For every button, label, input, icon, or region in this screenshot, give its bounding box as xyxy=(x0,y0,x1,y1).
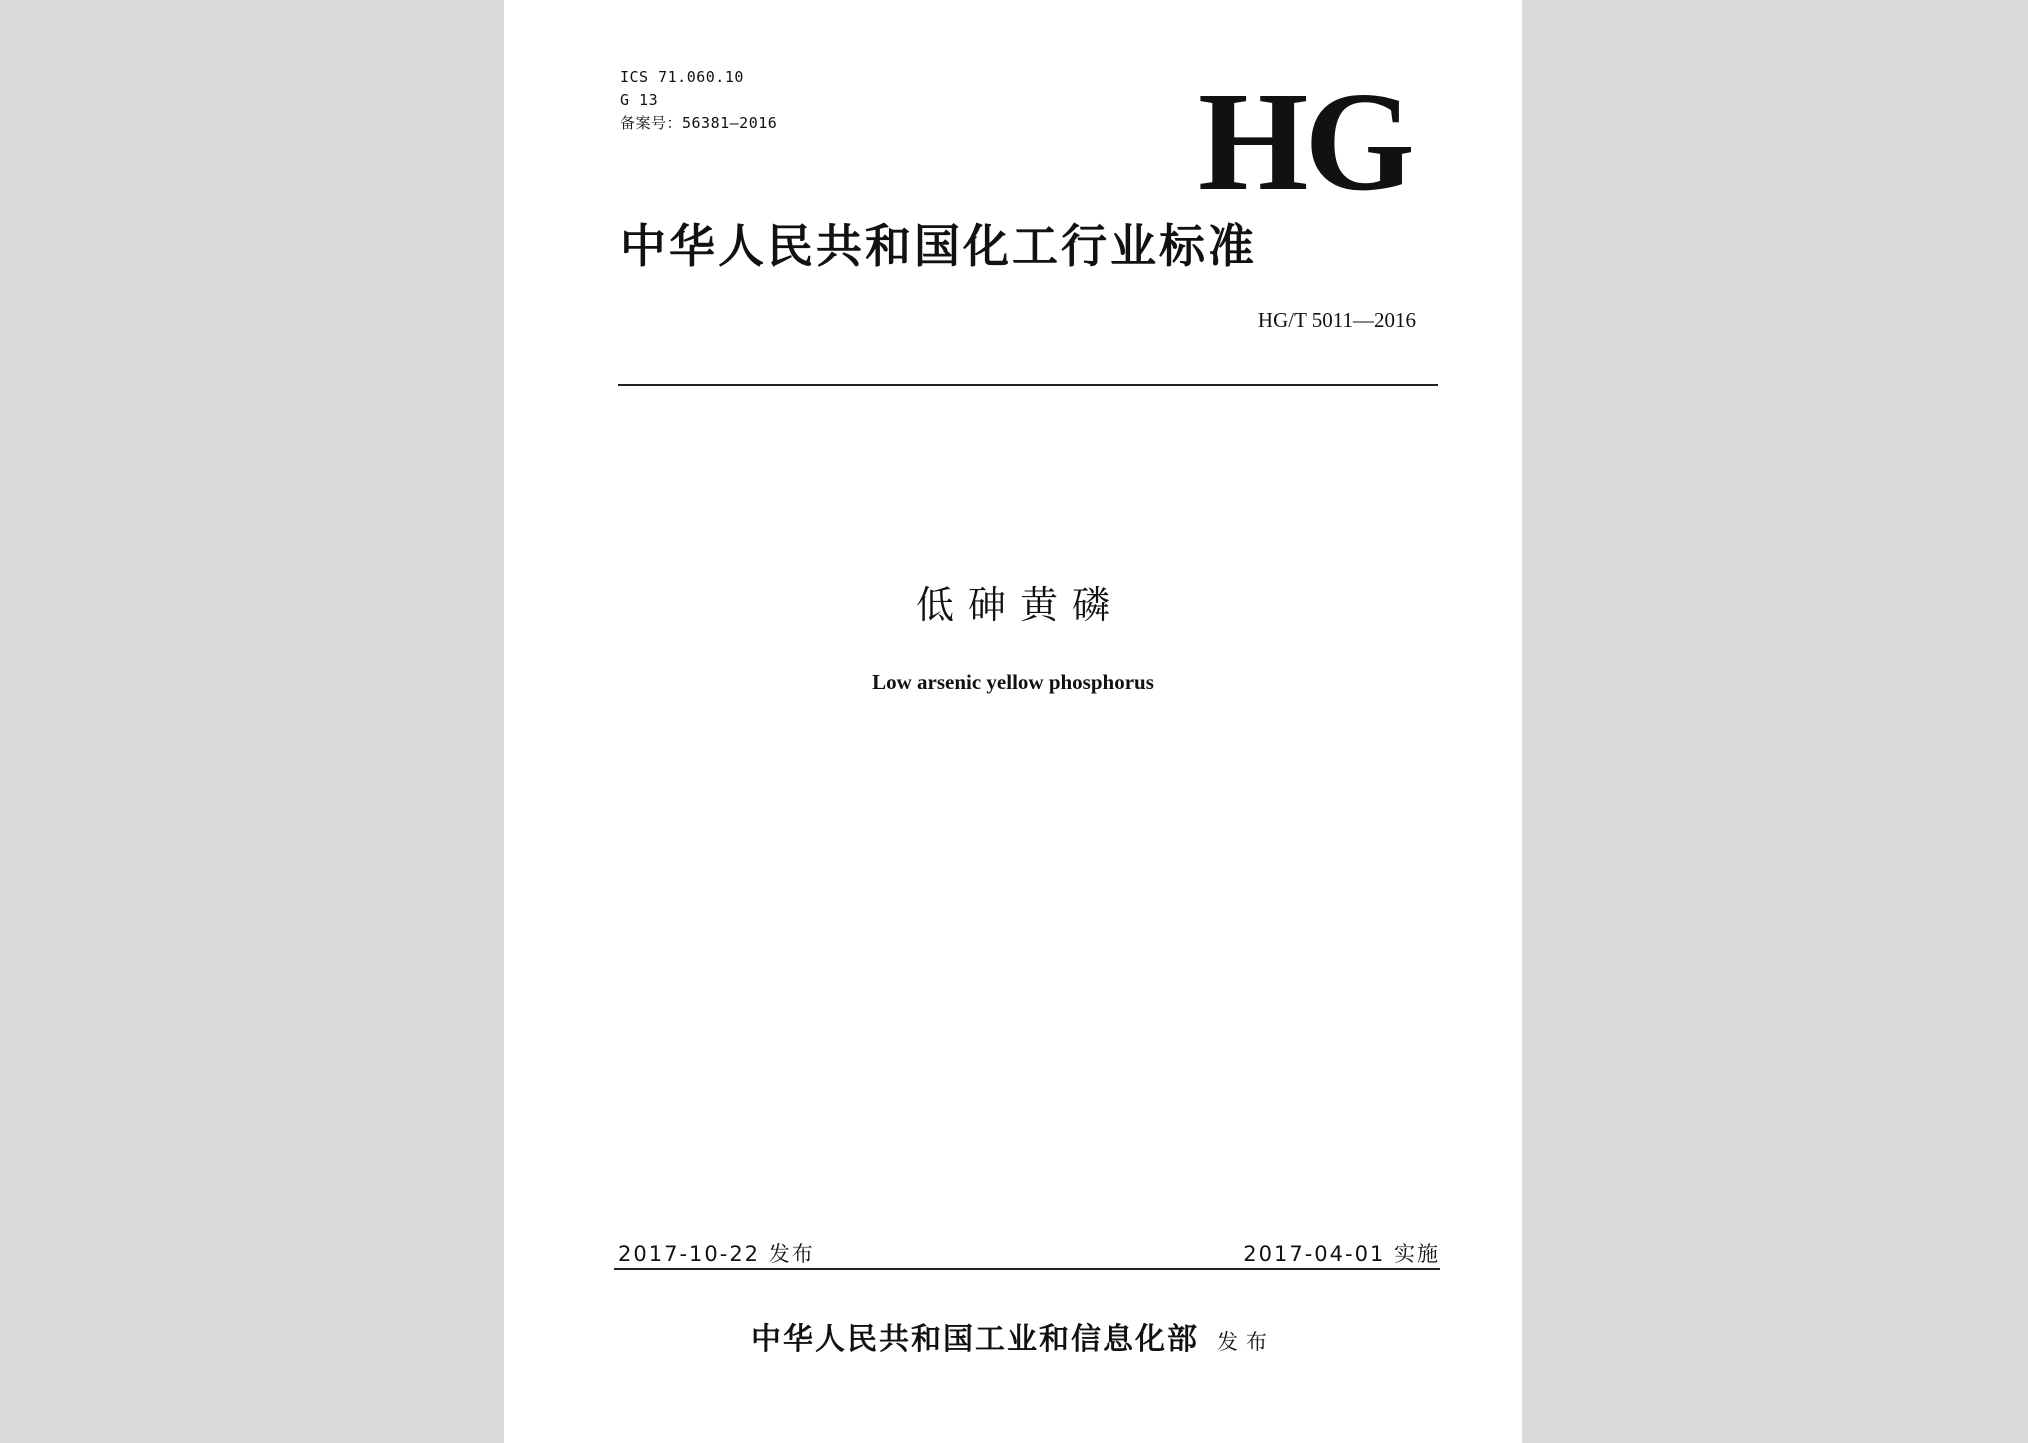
standard-category-title: 中华人民共和国化工行业标准 xyxy=(620,219,1257,273)
document-page xyxy=(504,0,1522,1443)
publisher-line xyxy=(504,1314,1522,1358)
classification-block xyxy=(620,66,777,135)
implementation-date: 2017-04-01 实施 xyxy=(1243,1242,1440,1266)
release-date: 2017-10-22 发布 xyxy=(618,1242,815,1266)
publisher-name: 中华人民共和国工业和信息化部 xyxy=(751,1322,1199,1357)
ics-code: ICS 71.060.10 xyxy=(620,68,744,86)
footer-divider xyxy=(614,1268,1440,1270)
document-title-english: Low arsenic yellow phosphorus xyxy=(872,670,1154,694)
filing-number: 备案号：56381—2016 xyxy=(620,114,778,132)
hg-logo: HG xyxy=(1198,62,1411,220)
ccs-code: G 13 xyxy=(620,91,659,109)
document-title-chinese: 低砷黄磷 xyxy=(915,583,1124,627)
date-row xyxy=(614,1238,1440,1272)
publisher-action: 发布 xyxy=(1217,1330,1275,1354)
standard-number: HG/T 5011—2016 xyxy=(1257,308,1416,332)
header-divider xyxy=(618,384,1438,386)
